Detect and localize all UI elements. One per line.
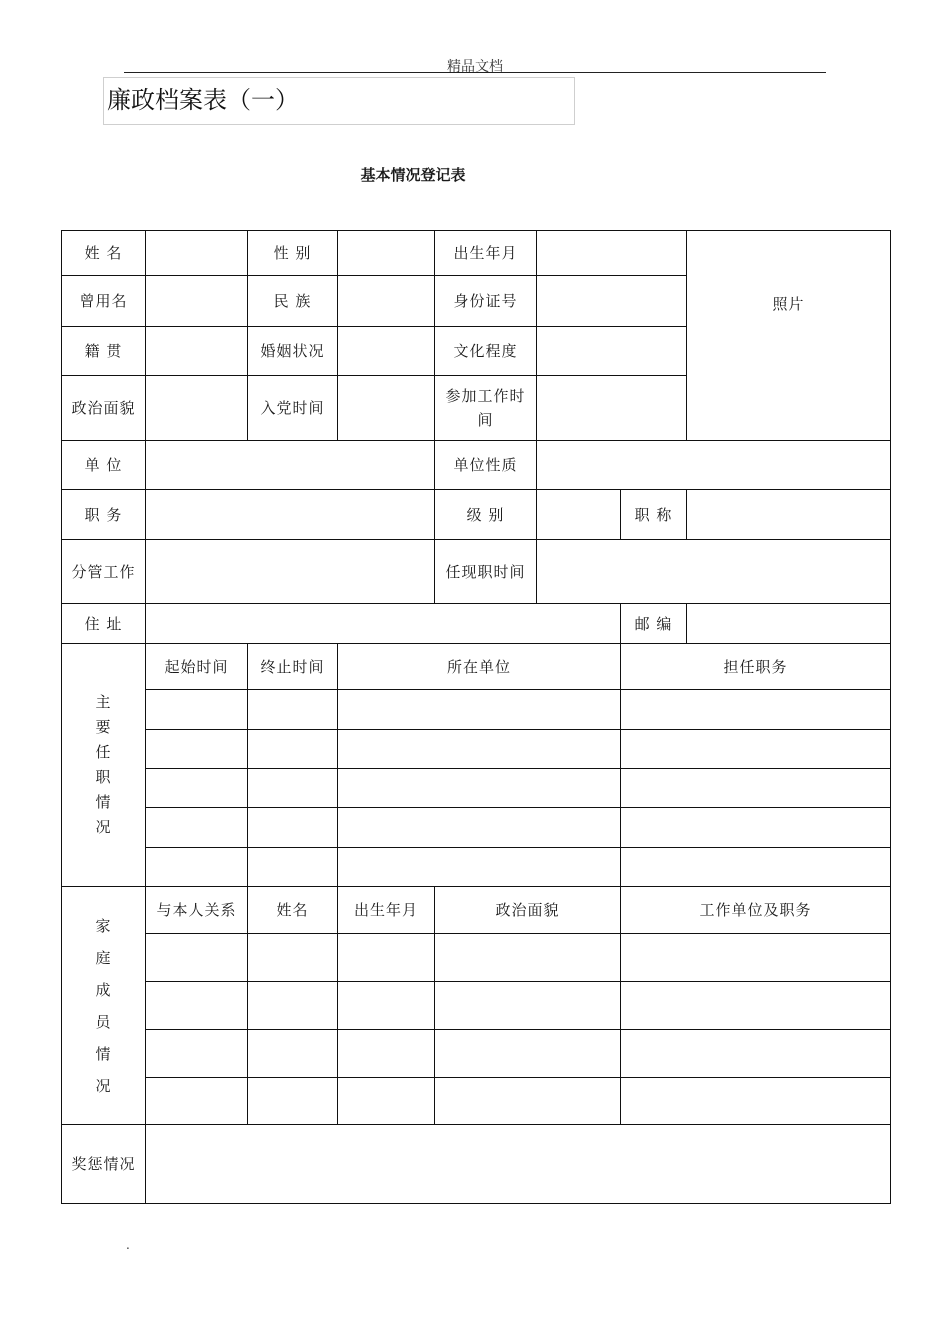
family-cell[interactable] xyxy=(248,934,338,982)
employment-cell[interactable] xyxy=(146,769,248,808)
family-cell[interactable] xyxy=(435,934,621,982)
label-unit-type: 单位性质 xyxy=(435,441,537,490)
family-header-political: 政治面貌 xyxy=(435,887,621,934)
form-row-address xyxy=(62,604,891,644)
employment-cell[interactable] xyxy=(621,808,891,848)
employment-cell[interactable] xyxy=(338,769,621,808)
label-title-rank: 职 称 xyxy=(621,490,687,540)
employment-cell[interactable] xyxy=(146,808,248,848)
employment-cell[interactable] xyxy=(338,690,621,730)
employment-cell[interactable] xyxy=(621,848,891,887)
header-rule xyxy=(124,72,826,73)
field-work-start[interactable] xyxy=(537,376,687,441)
family-cell[interactable] xyxy=(146,1030,248,1078)
field-id-number[interactable] xyxy=(537,276,687,327)
employment-row xyxy=(62,808,891,848)
family-side-label: 家 庭 成 员 情 况 xyxy=(95,916,112,1095)
employment-cell[interactable] xyxy=(338,730,621,769)
family-cell[interactable] xyxy=(146,982,248,1030)
family-cell[interactable] xyxy=(435,1030,621,1078)
family-row xyxy=(62,982,891,1030)
label-gender: 性 别 xyxy=(248,231,338,276)
family-cell[interactable] xyxy=(338,982,435,1030)
family-row xyxy=(62,1078,891,1125)
field-gender[interactable] xyxy=(338,231,435,276)
family-cell[interactable] xyxy=(248,982,338,1030)
family-cell[interactable] xyxy=(435,1078,621,1125)
employment-row xyxy=(62,730,891,769)
field-birth[interactable] xyxy=(537,231,687,276)
label-id-number: 身份证号 xyxy=(435,276,537,327)
employment-cell[interactable] xyxy=(338,808,621,848)
family-header-row xyxy=(62,887,891,934)
field-native-place[interactable] xyxy=(146,327,248,376)
field-awards[interactable] xyxy=(146,1125,891,1204)
label-birth: 出生年月 xyxy=(435,231,537,276)
family-cell[interactable] xyxy=(146,1078,248,1125)
form-row-position xyxy=(62,490,891,540)
field-current-post-date[interactable] xyxy=(537,540,891,604)
form-row-awards xyxy=(62,1125,891,1204)
employment-side-label-cell xyxy=(62,644,146,887)
form-subtitle: 基本情况登记表 xyxy=(360,166,466,184)
label-former-name: 曾用名 xyxy=(62,276,146,327)
family-cell[interactable] xyxy=(621,982,891,1030)
employment-cell[interactable] xyxy=(621,730,891,769)
document-title: 廉政档案表（一） xyxy=(103,77,575,125)
field-name[interactable] xyxy=(146,231,248,276)
label-native-place: 籍 贯 xyxy=(62,327,146,376)
label-education: 文化程度 xyxy=(435,327,537,376)
label-name: 姓 名 xyxy=(62,231,146,276)
field-title-rank[interactable] xyxy=(687,490,891,540)
family-cell[interactable] xyxy=(621,1078,891,1125)
employment-cell[interactable] xyxy=(146,848,248,887)
employment-header-post: 担任职务 xyxy=(621,644,891,690)
field-ethnicity[interactable] xyxy=(338,276,435,327)
family-cell[interactable] xyxy=(146,934,248,982)
field-unit[interactable] xyxy=(146,441,435,490)
family-cell[interactable] xyxy=(621,934,891,982)
employment-row xyxy=(62,848,891,887)
employment-cell[interactable] xyxy=(338,848,621,887)
employment-row xyxy=(62,690,891,730)
label-current-post-date: 任现职时间 xyxy=(435,540,537,604)
family-row xyxy=(62,934,891,982)
label-postcode: 邮 编 xyxy=(621,604,687,644)
label-work-start: 参加工作时间 xyxy=(435,376,537,441)
employment-cell[interactable] xyxy=(248,690,338,730)
employment-cell[interactable] xyxy=(248,848,338,887)
family-cell[interactable] xyxy=(338,1078,435,1125)
family-header-relation: 与本人关系 xyxy=(146,887,248,934)
form-row-unit xyxy=(62,441,891,490)
label-party-date: 入党时间 xyxy=(248,376,338,441)
registration-form-table xyxy=(61,230,891,1204)
field-level[interactable] xyxy=(537,490,621,540)
field-position[interactable] xyxy=(146,490,435,540)
footer-mark: . xyxy=(126,1238,130,1252)
field-unit-type[interactable] xyxy=(537,441,891,490)
field-address[interactable] xyxy=(146,604,621,644)
field-postcode[interactable] xyxy=(687,604,891,644)
family-cell[interactable] xyxy=(248,1030,338,1078)
field-political[interactable] xyxy=(146,376,248,441)
label-responsibility: 分管工作 xyxy=(62,540,146,604)
employment-header-end: 终止时间 xyxy=(248,644,338,690)
page-header-text: 精品文档 xyxy=(447,59,503,75)
family-header-name: 姓名 xyxy=(248,887,338,934)
label-unit: 单 位 xyxy=(62,441,146,490)
label-level: 级 别 xyxy=(435,490,537,540)
label-photo: 照片 xyxy=(772,294,805,313)
label-address: 住 址 xyxy=(62,604,146,644)
employment-cell[interactable] xyxy=(248,769,338,808)
form-row-responsibility xyxy=(62,540,891,604)
label-awards: 奖惩情况 xyxy=(62,1125,146,1204)
field-former-name[interactable] xyxy=(146,276,248,327)
family-cell[interactable] xyxy=(435,982,621,1030)
family-cell[interactable] xyxy=(621,1030,891,1078)
employment-header-row xyxy=(62,644,891,690)
form-row-basic-1 xyxy=(62,231,891,276)
field-education[interactable] xyxy=(537,327,687,376)
field-responsibility[interactable] xyxy=(146,540,435,604)
employment-row xyxy=(62,769,891,808)
employment-cell[interactable] xyxy=(621,690,891,730)
family-cell[interactable] xyxy=(338,934,435,982)
family-cell[interactable] xyxy=(338,1030,435,1078)
family-side-label-cell xyxy=(62,887,146,1125)
label-marital: 婚姻状况 xyxy=(248,327,338,376)
employment-side-label: 主 要 任 职 情 况 xyxy=(95,693,112,836)
family-header-birth: 出生年月 xyxy=(338,887,435,934)
field-party-date[interactable] xyxy=(338,376,435,441)
label-position: 职 务 xyxy=(62,490,146,540)
family-cell[interactable] xyxy=(248,1078,338,1125)
employment-cell[interactable] xyxy=(621,769,891,808)
family-row xyxy=(62,1030,891,1078)
employment-header-start: 起始时间 xyxy=(146,644,248,690)
employment-cell[interactable] xyxy=(248,808,338,848)
employment-cell[interactable] xyxy=(146,690,248,730)
photo-cell[interactable] xyxy=(687,231,891,441)
employment-header-unit: 所在单位 xyxy=(338,644,621,690)
label-political: 政治面貌 xyxy=(62,376,146,441)
label-ethnicity: 民 族 xyxy=(248,276,338,327)
family-header-work: 工作单位及职务 xyxy=(621,887,891,934)
field-marital[interactable] xyxy=(338,327,435,376)
employment-cell[interactable] xyxy=(248,730,338,769)
employment-cell[interactable] xyxy=(146,730,248,769)
